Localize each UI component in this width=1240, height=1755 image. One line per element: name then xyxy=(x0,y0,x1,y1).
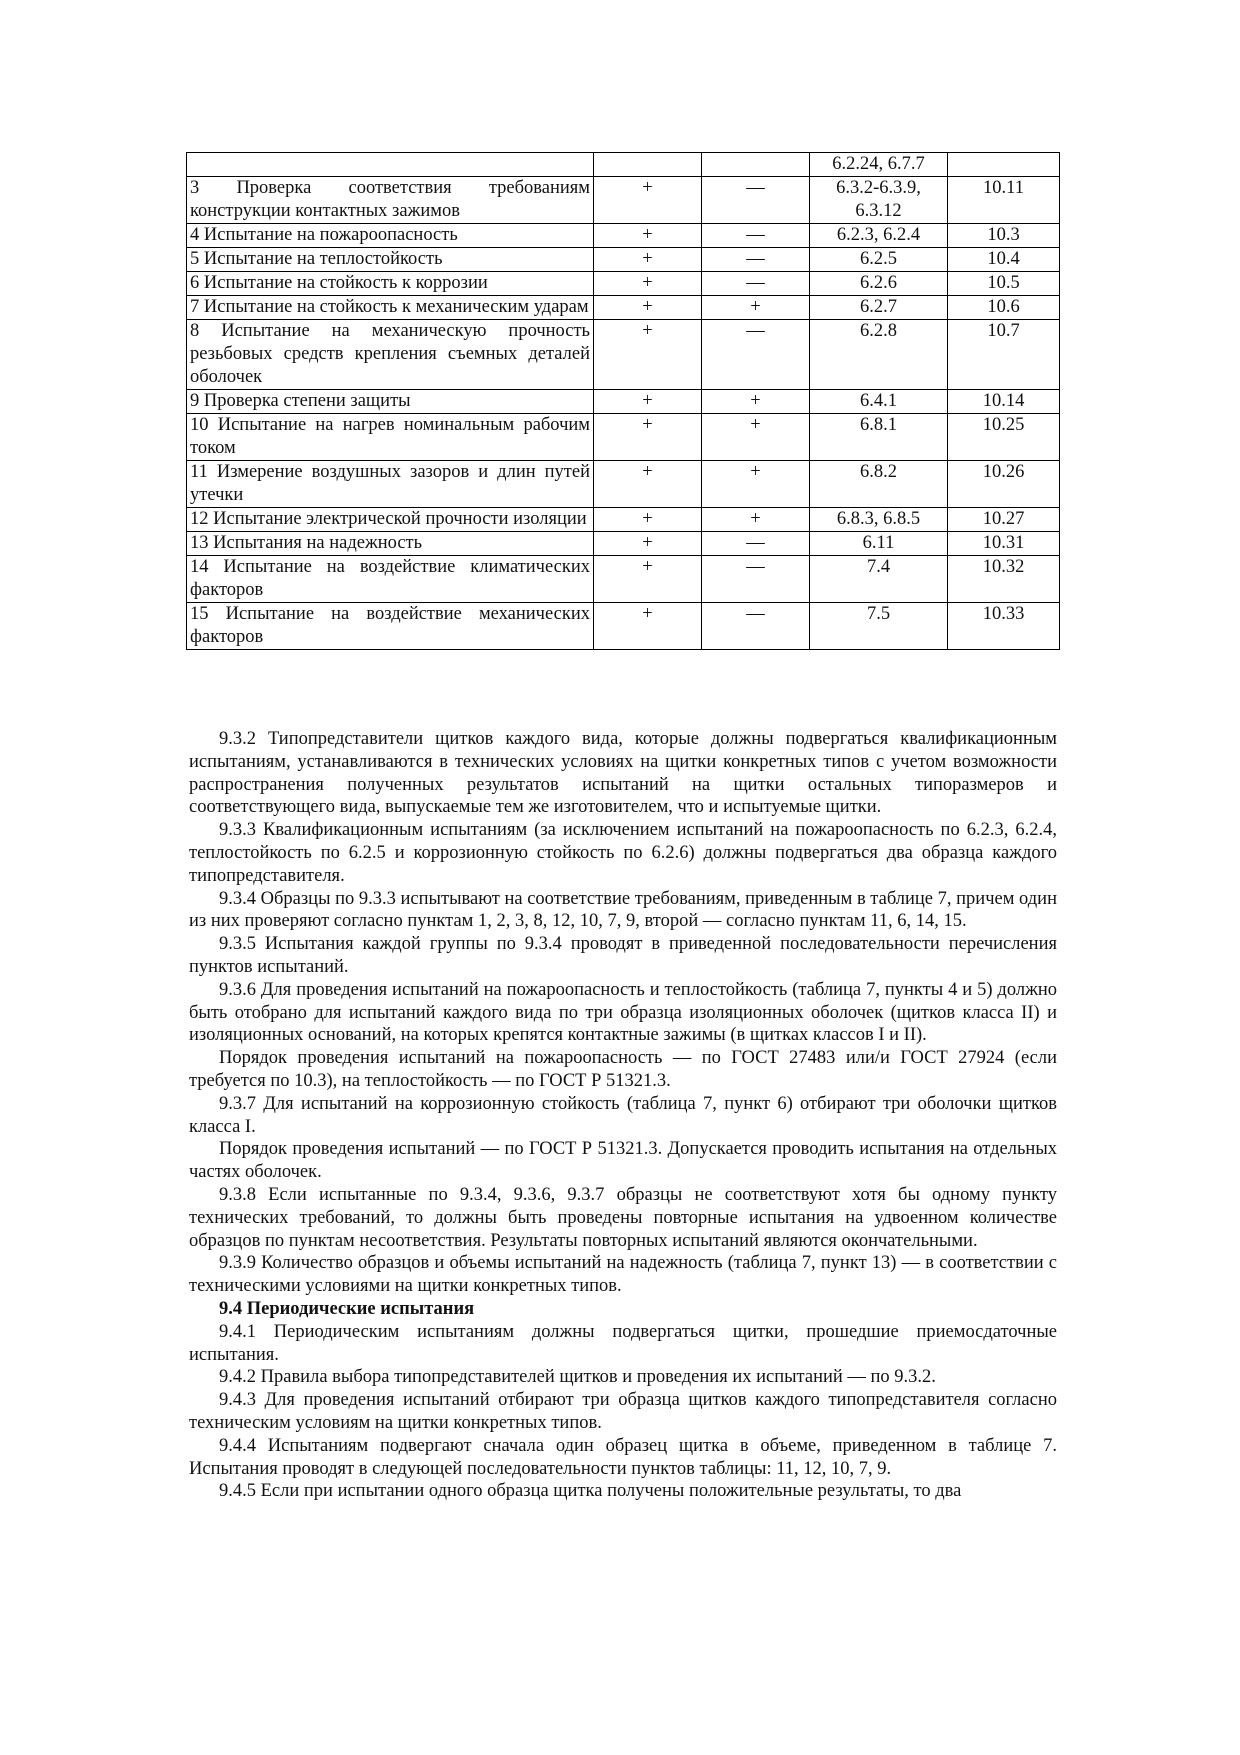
requirement-ref-cell: 6.8.2 xyxy=(810,461,948,508)
table-row xyxy=(187,248,1060,272)
test-name-cell: 4 Испытание на пожароопасность xyxy=(187,224,594,248)
table-row xyxy=(187,532,1060,556)
table-row xyxy=(187,508,1060,532)
table-row xyxy=(187,414,1060,461)
qualification-mark-cell: + xyxy=(594,248,702,272)
requirement-ref-cell: 6.2.8 xyxy=(810,320,948,390)
method-ref-cell: 10.3 xyxy=(948,224,1060,248)
method-ref-cell: 10.31 xyxy=(948,532,1060,556)
paragraph: 9.3.4 Образцы по 9.3.3 испытывают на соответствие требованиям, приведенным в таблице 7, причем один из них проверяют согласно пунктам 1, 2, 3, 8, 12, 10, 7, 9, второй — согласно пунктам 11, 6, 14, 15. xyxy=(189,888,1057,932)
requirement-ref-cell: 7.5 xyxy=(810,603,948,650)
table-row xyxy=(187,224,1060,248)
table-row xyxy=(187,461,1060,508)
requirement-ref-cell: 6.8.1 xyxy=(810,414,948,461)
periodic-mark-cell: + xyxy=(702,414,810,461)
periodic-mark-cell: — xyxy=(702,272,810,296)
requirement-ref-cell: 6.3.2-6.3.9, 6.3.12 xyxy=(810,177,948,224)
qualification-mark-cell: + xyxy=(594,272,702,296)
tests-table-body xyxy=(187,153,1060,650)
test-name-cell: 9 Проверка степени защиты xyxy=(187,390,594,414)
periodic-mark-cell: — xyxy=(702,248,810,272)
periodic-mark-cell: — xyxy=(702,320,810,390)
periodic-mark-cell: — xyxy=(702,177,810,224)
paragraph: 9.3.8 Если испытанные по 9.3.4, 9.3.6, 9.3.7 образцы не соответствуют хотя бы одному пункту технических требований, то должны быть проведены повторные испытания на удвоенном количестве образцов по пунктам несоответствия. Результаты повторных испытаний являются окончательными. xyxy=(189,1184,1057,1251)
table-row xyxy=(187,153,1060,177)
test-name-cell: 10 Испытание на нагрев номинальным рабочим током xyxy=(187,414,594,461)
requirement-ref-cell: 6.2.7 xyxy=(810,296,948,320)
paragraph: 9.3.2 Типопредставители щитков каждого вида, которые должны подвергаться квалификационным испытаниям, устанавливаются в технических условиях на щитки конкретных типов с учетом возможности распространения полученных результатов испытаний на щитки остальных типоразмеров и соответствующего вида, выпускаемые тем же изготовителем, что и испытуемые щитки. xyxy=(189,729,1057,818)
qualification-mark-cell: + xyxy=(594,603,702,650)
table-row xyxy=(187,603,1060,650)
periodic-mark-cell: + xyxy=(702,296,810,320)
tests-table xyxy=(186,152,1060,650)
test-name-cell: 6 Испытание на стойкость к коррозии xyxy=(187,272,594,296)
paragraph: Порядок проведения испытаний на пожароопасность — по ГОСТ 27483 или/и ГОСТ 27924 (если требуется по 10.3), на теплостойкость — по ГОСТ Р 51321.3. xyxy=(189,1048,1057,1091)
qualification-mark-cell: + xyxy=(594,461,702,508)
test-name-cell: 11 Измерение воздушных зазоров и длин путей утечки xyxy=(187,461,594,508)
method-ref-cell: 10.32 xyxy=(948,556,1060,603)
test-name-cell: 15 Испытание на воздействие механических факторов xyxy=(187,603,594,650)
periodic-mark-cell: — xyxy=(702,224,810,248)
requirement-ref-cell: 6.8.3, 6.8.5 xyxy=(810,508,948,532)
requirement-ref-cell: 6.2.5 xyxy=(810,248,948,272)
method-ref-cell: 10.14 xyxy=(948,390,1060,414)
test-name-cell: 13 Испытания на надежность xyxy=(187,532,594,556)
paragraph: 9.4.5 Если при испытании одного образца щитка получены положительные результаты, то два xyxy=(219,1481,962,1502)
requirement-ref-cell: 7.4 xyxy=(810,556,948,603)
qualification-mark-cell: + xyxy=(594,508,702,532)
qualification-mark-cell xyxy=(594,153,702,177)
qualification-mark-cell: + xyxy=(594,556,702,603)
method-ref-cell: 10.25 xyxy=(948,414,1060,461)
periodic-mark-cell xyxy=(702,153,810,177)
table-row xyxy=(187,177,1060,224)
paragraph: 9.4.2 Правила выбора типопредставителей щитков и проведения их испытаний — по 9.3.2. xyxy=(219,1367,936,1388)
qualification-mark-cell: + xyxy=(594,414,702,461)
qualification-mark-cell: + xyxy=(594,224,702,248)
paragraph: 9.3.9 Количество образцов и объемы испытаний на надежность (таблица 7, пункт 13) — в соответствии с техническими условиями на щитки конкретных типов. xyxy=(189,1253,1057,1297)
periodic-mark-cell: + xyxy=(702,390,810,414)
periodic-mark-cell: — xyxy=(702,532,810,556)
periodic-mark-cell: + xyxy=(702,508,810,532)
method-ref-cell: 10.11 xyxy=(948,177,1060,224)
qualification-mark-cell: + xyxy=(594,320,702,390)
paragraph: 9.4.3 Для проведения испытаний отбирают три образца щитков каждого типопредставителя согласно техническим условиям на щитки конкретных типов. xyxy=(189,1390,1057,1433)
periodic-mark-cell: — xyxy=(702,603,810,650)
test-name-cell: 12 Испытание электрической прочности изоляции xyxy=(187,508,594,532)
paragraph: 9.3.7 Для испытаний на коррозионную стойкость (таблица 7, пункт 6) отбирают три оболочки щитков класса I. xyxy=(189,1093,1057,1137)
periodic-mark-cell: — xyxy=(702,556,810,603)
paragraph: 9.3.6 Для проведения испытаний на пожароопасность и теплостойкость (таблица 7, пункты 4 и 5) должно быть отобрано для испытаний каждого вида по три образца изоляционных оболочек (щитков класса II) и изоляционных оснований, на которых крепятся контактные зажимы (в щитках классов I и II). xyxy=(189,979,1057,1046)
requirement-ref-cell: 6.2.6 xyxy=(810,272,948,296)
method-ref-cell: 10.7 xyxy=(948,320,1060,390)
test-name-cell: 8 Испытание на механическую прочность резьбовых средств крепления съемных деталей оболочек xyxy=(187,320,594,390)
paragraph: Порядок проведения испытаний — по ГОСТ Р 51321.3. Допускается проводить испытания на отдельных частях оболочек. xyxy=(189,1139,1057,1183)
table-row xyxy=(187,296,1060,320)
method-ref-cell: 10.5 xyxy=(948,272,1060,296)
table-row xyxy=(187,556,1060,603)
requirement-ref-cell: 6.11 xyxy=(810,532,948,556)
qualification-mark-cell: + xyxy=(594,390,702,414)
requirement-ref-cell: 6.4.1 xyxy=(810,390,948,414)
test-name-cell: 14 Испытание на воздействие климатических факторов xyxy=(187,556,594,603)
document-text xyxy=(189,728,1057,1503)
table-row xyxy=(187,390,1060,414)
qualification-mark-cell: + xyxy=(594,177,702,224)
table-row xyxy=(187,272,1060,296)
method-ref-cell: 10.6 xyxy=(948,296,1060,320)
test-name-cell: 7 Испытание на стойкость к механическим ударам xyxy=(187,296,594,320)
periodic-mark-cell: + xyxy=(702,461,810,508)
paragraph: 9.3.5 Испытания каждой группы по 9.3.4 проводят в приведенной последовательности перечисления пунктов испытаний. xyxy=(189,934,1057,977)
test-name-cell xyxy=(187,153,594,177)
method-ref-cell: 10.26 xyxy=(948,461,1060,508)
qualification-mark-cell: + xyxy=(594,296,702,320)
paragraph: 9.4.4 Испытаниям подвергают сначала один образец щитка в объеме, приведенном в таблице 7. Испытания проводят в следующей последовательности пунктов таблицы: 11, 12, 10, 7, 9. xyxy=(189,1435,1057,1479)
method-ref-cell xyxy=(948,153,1060,177)
paragraph: 9.4.1 Периодическим испытаниям должны подвергаться щитки, прошедшие приемосдаточные испытания. xyxy=(189,1321,1057,1365)
requirement-ref-cell: 6.2.24, 6.7.7 xyxy=(810,153,948,177)
method-ref-cell: 10.33 xyxy=(948,603,1060,650)
test-name-cell: 3 Проверка соответствия требованиям конструкции контактных зажимов xyxy=(187,177,594,224)
requirement-ref-cell: 6.2.3, 6.2.4 xyxy=(810,224,948,248)
table-row xyxy=(187,320,1060,390)
test-name-cell: 5 Испытание на теплостойкость xyxy=(187,248,594,272)
paragraph: 9.3.3 Квалификационным испытаниям (за исключением испытаний на пожароопасность по 6.2.3, 6.2.4, теплостойкость по 6.2.5 и коррозионную стойкость по 6.2.6) должны подвергаться два образца каждого типопредставителя. xyxy=(189,820,1057,886)
qualification-mark-cell: + xyxy=(594,532,702,556)
method-ref-cell: 10.27 xyxy=(948,508,1060,532)
section-heading: 9.4 Периодические испытания xyxy=(219,1298,475,1319)
method-ref-cell: 10.4 xyxy=(948,248,1060,272)
